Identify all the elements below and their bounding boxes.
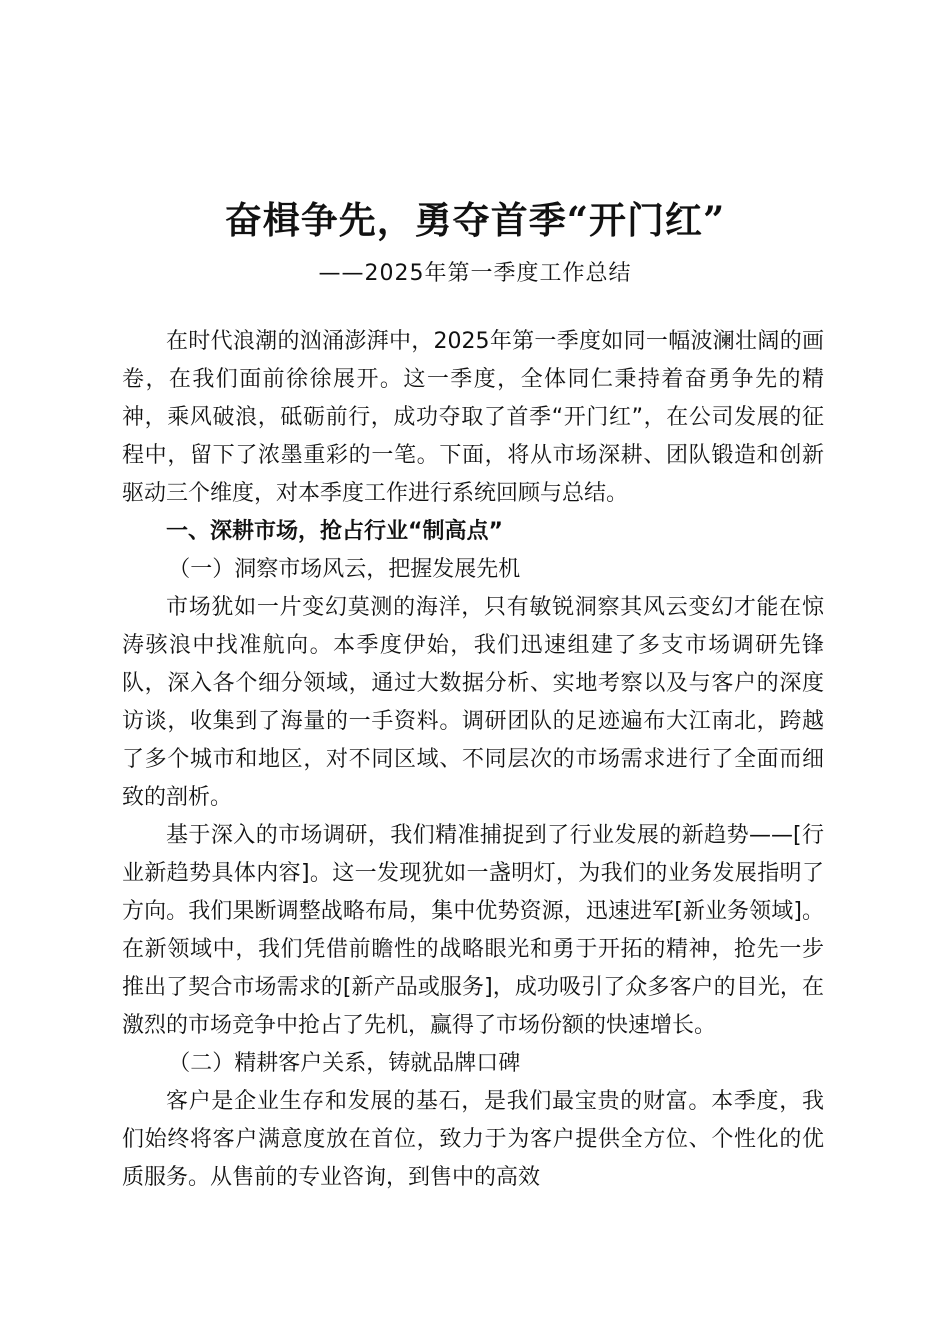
section-heading-1: 一、深耕市场，抢占行业“制高点” — [166, 519, 503, 544]
body-paragraph: 基于深入的市场调研，我们精准捕捉到了行业发展的新趋势——[行业新趋势具体内容]。这一发现犹如一盏明灯，为我们的业务发展指明了方向。我们果断调整战略布局，集中优势资源，迅速进军[新业务领域]。在新领域中，我们凭借前瞻性的战略眼光和勇于开拓的精神，抢先一步推出了契合市场需求的[新产品或服务]，成功吸引了众多客户的目光，在激烈的市场竞争中抢占了先机，赢得了市场份额的快速增长。 — [122, 823, 824, 1038]
subsection-heading-2: （二）精耕客户关系，铸就品牌口碑 — [168, 1051, 521, 1076]
body-paragraph: 客户是企业生存和发展的基石，是我们最宝贵的财富。本季度，我们始终将客户满意度放在首位，致力于为客户提供全方位、个性化的优质服务。从售前的专业咨询，到售中的高效 — [122, 1089, 824, 1190]
body-paragraph: 市场犹如一片变幻莫测的海洋，只有敏锐洞察其风云变幻才能在惊涛骇浪中找准航向。本季度伊始，我们迅速组建了多支市场调研先锋队，深入各个细分领域，通过大数据分析、实地考察以及与客户的深度访谈，收集到了海量的一手资料。调研团队的足迹遍布大江南北，跨越了多个城市和地区，对不同区域、不同层次的市场需求进行了全面而细致的剖析。 — [122, 595, 824, 810]
document-title: 奋楫争先，勇夺首季“开门红” — [224, 198, 726, 242]
document-subtitle: ——2025年第一季度工作总结 — [318, 261, 632, 286]
intro-paragraph: 在时代浪潮的汹涌澎湃中，2025年第一季度如同一幅波澜壮阔的画卷，在我们面前徐徐展开。这一季度，全体同仁秉持着奋勇争先的精神，乘风破浪，砥砺前行，成功夺取了首季“开门红”，在公司发展的征程中，留下了浓墨重彩的一笔。下面，将从市场深耕、团队锻造和创新驱动三个维度，对本季度工作进行系统回顾与总结。 — [122, 329, 824, 506]
subsection-heading-1: （一）洞察市场风云，把握发展先机 — [168, 557, 521, 582]
document-body — [122, 323, 824, 1197]
